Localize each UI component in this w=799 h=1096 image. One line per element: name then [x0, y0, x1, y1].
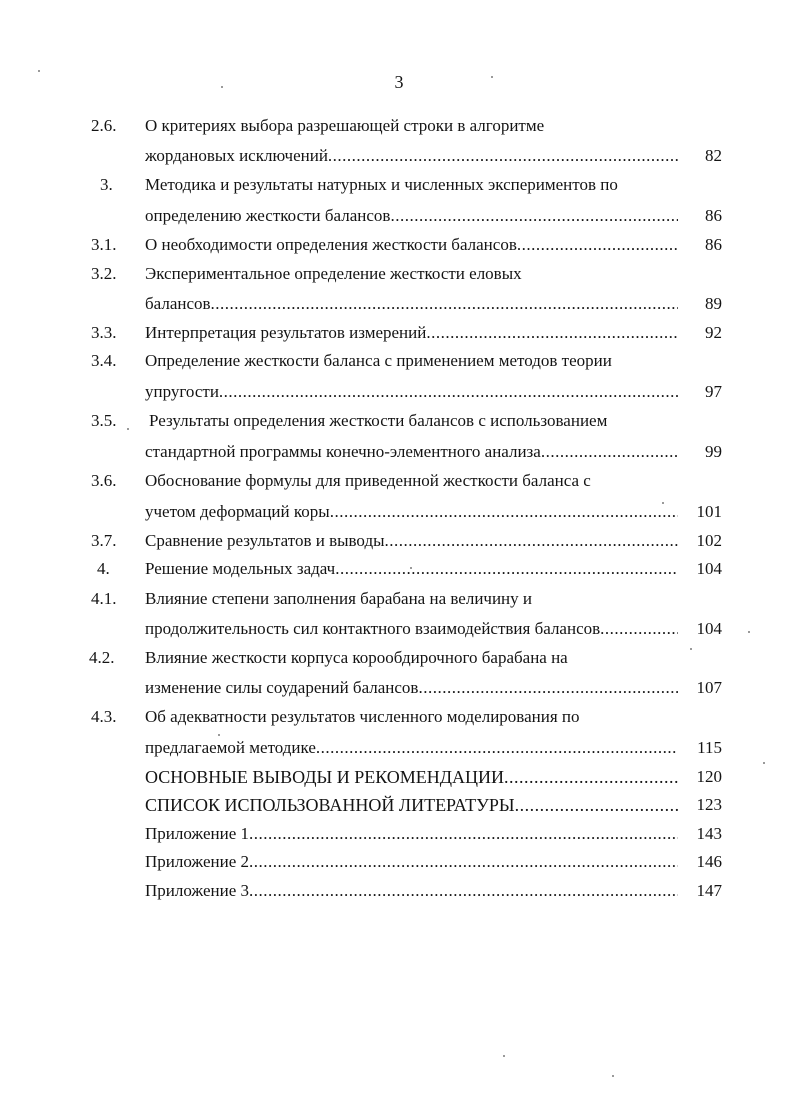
toc-entry-leader — [145, 557, 678, 581]
toc-entry-leader — [145, 292, 678, 316]
toc-entry-number: 3. — [100, 175, 113, 194]
toc-entry-title-continued: стандартной программы конечно-элементного анализа — [145, 442, 541, 461]
toc-entry-leader — [145, 676, 678, 700]
toc-entry-number: 4.1. — [91, 589, 117, 608]
toc-entry-page: 82 — [705, 146, 722, 165]
scan-speck — [410, 567, 412, 569]
toc-entry-leader — [145, 321, 678, 345]
toc-entry-title: Интерпретация результатов измерений — [145, 323, 427, 342]
toc-entry-page: 92 — [705, 323, 722, 342]
toc-entry-page: 101 — [696, 502, 722, 521]
toc-appendix-title: Приложение 1 — [145, 824, 249, 843]
toc-appendix-leader — [145, 879, 678, 903]
toc-entry-title: Решение модельных задач — [145, 559, 336, 578]
toc-entry-number: 3.6. — [91, 471, 117, 490]
toc-entry-number: 4.3. — [91, 707, 117, 726]
toc-entry-title: Влияние степени заполнения барабана на величину и — [145, 589, 533, 608]
toc-entry-title-continued: жордановых исключений — [145, 146, 328, 165]
toc-entry-number: 2.6. — [91, 116, 117, 135]
toc-entry-title-continued: учетом деформаций коры — [145, 502, 330, 521]
toc-entry-number: 4. — [97, 559, 110, 578]
toc-entry-title: Методика и результаты натурных и численных экспериментов по — [145, 175, 618, 194]
scan-speck — [763, 762, 765, 764]
toc-entry-title: Об адекватности результатов численного моделирования по — [145, 707, 580, 726]
toc-entry-number: 3.4. — [91, 351, 117, 370]
toc-entry-leader — [145, 144, 678, 168]
toc-entry-title-continued: балансов — [145, 294, 211, 313]
toc-entry-page: 107 — [696, 678, 722, 697]
toc-entry-title: Результаты определения жесткости балансов с использованием — [149, 411, 608, 430]
toc-entry-leader — [145, 380, 678, 404]
toc-appendix-page: 143 — [696, 824, 722, 843]
toc-entry-page: 102 — [696, 531, 722, 550]
toc-entry-number: 3.2. — [91, 264, 117, 283]
toc-entry-title: Экспериментальное определение жесткости еловых — [145, 264, 522, 283]
toc-entry-title: Обоснование формулы для приведенной жесткости баланса с — [145, 471, 591, 490]
toc-entry-page: 115 — [697, 738, 722, 757]
toc-entry-page: 89 — [705, 294, 722, 313]
toc-entry-title: Влияние жесткости корпуса корообдирочного барабана на — [145, 648, 568, 667]
toc-entry-leader — [145, 617, 678, 641]
scan-speck — [127, 428, 129, 430]
toc-appendix-title: Приложение 3 — [145, 881, 249, 900]
toc-entry-number: 3.7. — [91, 531, 117, 550]
scan-speck — [748, 631, 750, 633]
toc-entry-title: О критериях выбора разрешающей строки в алгоритме — [145, 116, 545, 135]
toc-entry-page: 104 — [696, 619, 722, 638]
toc-backmatter-leader — [145, 765, 678, 789]
scan-speck — [38, 70, 40, 72]
toc-entry-page: 99 — [705, 442, 722, 461]
toc-entry-leader — [145, 233, 678, 257]
scan-speck — [221, 86, 223, 88]
toc-entry-title: О необходимости определения жесткости балансов — [145, 235, 517, 254]
toc-backmatter-page: 120 — [696, 767, 722, 786]
toc-entry-page: 104 — [696, 559, 722, 578]
toc-entry-leader — [145, 500, 678, 524]
toc-entry-title-continued: определению жесткости балансов — [145, 206, 391, 225]
scan-speck — [503, 1055, 505, 1057]
scan-speck — [491, 76, 493, 78]
toc-entry-title: Определение жесткости баланса с применением методов теории — [145, 351, 612, 370]
toc-entry-number: 3.1. — [91, 235, 117, 254]
scan-speck — [218, 734, 220, 736]
toc-entry-leader — [145, 736, 678, 760]
scan-speck — [662, 502, 664, 504]
toc-entry-title: Сравнение результатов и выводы — [145, 531, 385, 550]
toc-entry-title-continued: предлагаемой методике — [145, 738, 316, 757]
toc-entry-page: 86 — [705, 235, 722, 254]
toc-entry-leader — [145, 440, 678, 464]
toc-backmatter-leader — [145, 793, 678, 817]
toc-appendix-leader — [145, 822, 678, 846]
scan-speck — [612, 1075, 614, 1077]
toc-appendix-page: 146 — [696, 852, 722, 871]
scan-speck — [690, 648, 692, 650]
toc-entry-number: 3.5. — [91, 411, 117, 430]
toc-backmatter-title: СПИСОК ИСПОЛЬЗОВАННОЙ ЛИТЕРАТУРЫ — [145, 795, 515, 815]
toc-entry-leader — [145, 204, 678, 228]
toc-appendix-leader — [145, 850, 678, 874]
toc-entry-number: 4.2. — [89, 648, 115, 667]
toc-backmatter-page: 123 — [696, 795, 722, 814]
page-number: 3 — [394, 72, 404, 92]
toc-entry-title-continued: изменение силы соударений балансов — [145, 678, 419, 697]
toc-entry-number: 3.3. — [91, 323, 117, 342]
toc-appendix-title: Приложение 2 — [145, 852, 249, 871]
toc-entry-leader — [145, 529, 678, 553]
toc-entry-page: 97 — [705, 382, 722, 401]
toc-entry-page: 86 — [705, 206, 722, 225]
toc-entry-title-continued: продолжительность сил контактного взаимодействия балансов — [145, 619, 601, 638]
toc-appendix-page: 147 — [696, 881, 722, 900]
toc-backmatter-title: ОСНОВНЫЕ ВЫВОДЫ И РЕКОМЕНДАЦИИ — [145, 767, 505, 787]
toc-entry-title-continued: упругости — [145, 382, 219, 401]
